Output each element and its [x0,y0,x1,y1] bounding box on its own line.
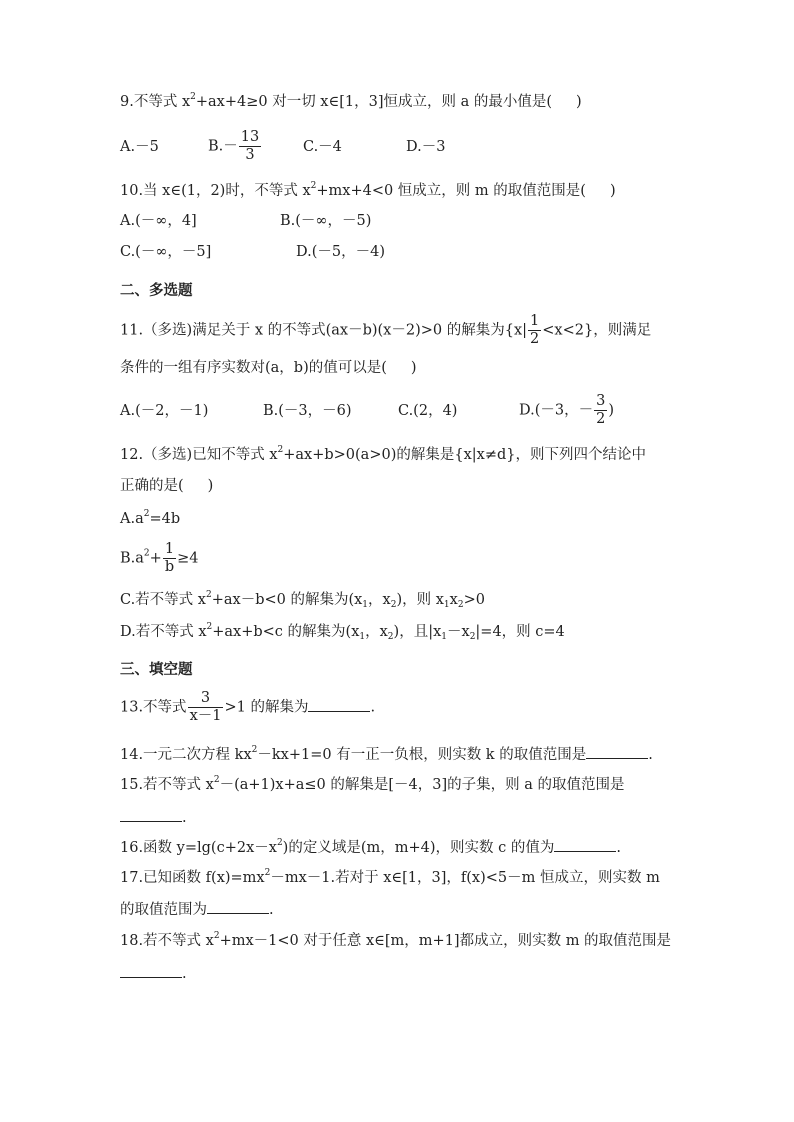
question-12-option-c: C.若不等式 $x^2+ax-b<0$ 的解集为($x_1$，$x_2$)，则 $x_1x_2>0$ [120,590,485,610]
section-heading-multi-choice: 二、多选题 [120,283,193,299]
question-10-option-c: C.(－∞，－5] [120,244,212,260]
answer-blank[interactable] [207,899,269,914]
fraction: $\frac{3}{x-1}$ [189,690,222,724]
question-10-option-d: D.(－5，－4) [296,244,385,260]
question-10: 10.当 x∈(1，2)时，不等式 $x^2+mx+4<0$ 恒成立，则 m 的取值范围是( ) [120,181,616,199]
question-11-option-a: A.(－2，－1) [120,403,209,419]
question-9: 9.不等式 $x^2+ax+4\ge 0$ 对一切 x∈[1，3]恒成立，则 a 的最小值是( ) [120,92,582,110]
question-11: 11.（多选)满足关于 x 的不等式(ax－b)(x－2)>0 的解集为{x| $\frac{1}{2}$ <x<2}，则满足 [120,313,652,347]
question-9-option-a: A.－5 [120,139,159,155]
question-11-line-2: 条件的一组有序实数对(a，b)的值可以是( ) [120,360,417,376]
question-9-option-c: C.－4 [303,139,342,155]
question-11-option-c: C.(2，4) [398,403,458,419]
answer-blank[interactable] [120,963,182,978]
question-14: 14.一元二次方程 $kx^2-kx+1=0$ 有一正一负根，则实数 k 的取值范围是 . [120,745,653,763]
question-12-option-b: $B.a^2+$ $\frac{1}{b}$ ≥4 [120,541,199,575]
question-17-line-2: 的取值范围为 . [120,899,274,920]
question-13: 13.不等式 $\frac{3}{x-1}$ >1 的解集为 . [120,690,376,724]
question-15-line-2: . [120,807,187,828]
question-12-option-d: D.若不等式 $x^2+ax+b<c$ 的解集为($x_1$，$x_2$)，且$|x_1-x_2|=4$，则 c=4 [120,622,565,642]
question-10-option-a: A.(－∞，4] [120,213,197,229]
answer-blank[interactable] [554,837,616,852]
answer-blank[interactable] [120,807,182,822]
fraction: $\frac{3}{2}$ [596,393,606,427]
question-18: 18.若不等式 $x^2+mx-1<0$ 对于任意 x∈[m，m+1]都成立，则实数 m 的取值范围是 [120,931,672,949]
question-12-option-a: $A.a^2=4b$ [120,509,181,527]
question-18-line-2: . [120,963,187,984]
question-9-option-b: B.－ $\frac{13}{3}$ [208,129,260,163]
question-11-option-b: B.(－3，－6) [263,403,352,419]
question-17: 17.已知函数 $f(x)=mx^2-mx-1$.若对于 x∈[1，3]，f(x)<5－m 恒成立，则实数 m [120,868,660,886]
answer-blank[interactable] [308,697,370,712]
question-10-option-b: B.(－∞，－5) [280,213,372,229]
question-11-option-d: D.(－3，－ $\frac{3}{2}$ ) [519,393,615,427]
fraction: $\frac{13}{3}$ [240,129,260,163]
question-12-line-2: 正确的是( ) [120,478,214,494]
question-16: 16.函数 $y=\lg(c+2x-x^2)$的定义域是(m，m+4)，则实数 c 的值为 . [120,838,621,856]
fraction: $\frac{1}{b}$ [164,541,175,575]
question-9-option-d: D.－3 [406,139,446,155]
question-12: 12.（多选)已知不等式 $x^2+ax+b>0(a>0)$的解集是{x|x≠d}，则下列四个结论中 [120,445,646,463]
section-heading-fill-blank: 三、填空题 [120,662,193,678]
answer-blank[interactable] [586,744,648,759]
question-15: 15.若不等式 $x^2-(a+1)x+a\le 0$ 的解集是[－4，3]的子集，则 a 的取值范围是 [120,775,625,793]
fraction: $\frac{1}{2}$ [530,313,540,347]
